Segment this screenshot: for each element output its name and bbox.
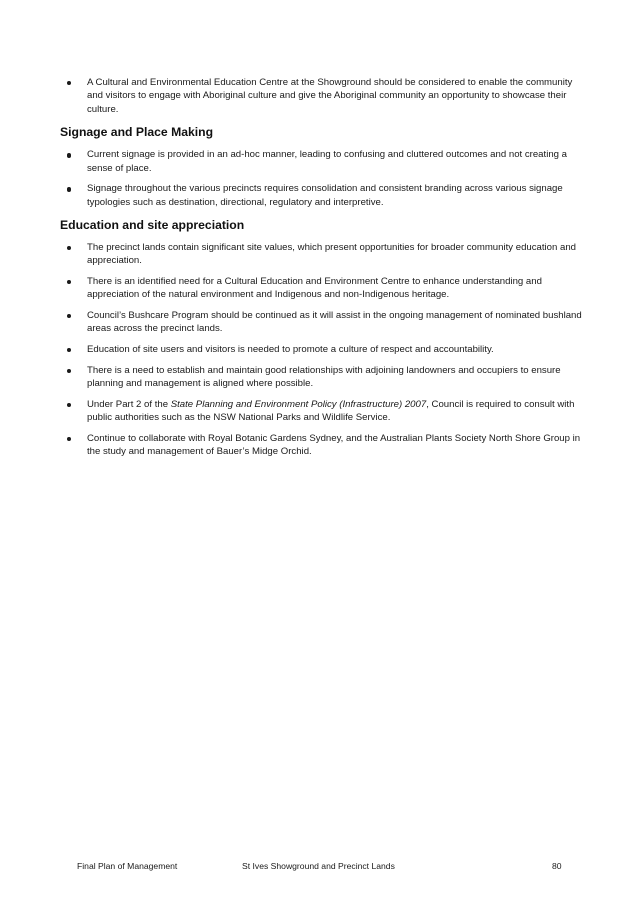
list-item bbox=[60, 343, 582, 356]
list-item bbox=[60, 241, 582, 268]
signage-bullet-list bbox=[60, 148, 582, 209]
bullet-text: Signage throughout the various precincts requires consolidation and consistent branding across various signage typologies such as destination, directional, regulatory and interpretive. bbox=[87, 183, 563, 208]
page-number: 80 bbox=[552, 861, 562, 871]
bullet-icon bbox=[67, 187, 71, 191]
bullet-text: A Cultural and Environmental Education Centre at the Showground should be considered to enable the community and visitors to engage with Aboriginal culture and give the Aboriginal community an opportunity to showcase their culture. bbox=[87, 77, 573, 115]
footer-document-title: Final Plan of Management bbox=[77, 861, 178, 871]
bullet-icon bbox=[67, 403, 71, 407]
bullet-icon bbox=[67, 280, 71, 284]
bullet-icon bbox=[67, 246, 71, 250]
section-heading-education: Education and site appreciation bbox=[60, 218, 245, 233]
page-content bbox=[60, 76, 582, 466]
list-item bbox=[60, 398, 582, 425]
list-item bbox=[60, 432, 582, 459]
list-item bbox=[60, 364, 582, 391]
section-heading-signage: Signage and Place Making bbox=[60, 125, 214, 140]
list-item bbox=[60, 182, 582, 209]
bullet-text: There is an identified need for a Cultural Education and Environment Centre to enhance understanding and appreciation of the natural environment and Indigenous and non-Indigenous heritage. bbox=[87, 276, 542, 301]
education-bullet-list bbox=[60, 241, 582, 458]
bullet-text: The precinct lands contain significant site values, which present opportunities for broader community education and appreciation. bbox=[87, 242, 577, 267]
footer-site-name: St Ives Showground and Precinct Lands bbox=[242, 861, 395, 871]
bullet-text: Education of site users and visitors is needed to promote a culture of respect and accountability. bbox=[87, 344, 494, 356]
bullet-icon bbox=[67, 153, 71, 157]
policy-text-before: Under Part 2 of the bbox=[87, 398, 171, 410]
list-item bbox=[60, 309, 582, 336]
bullet-icon bbox=[67, 81, 71, 85]
policy-title: State Planning and Environment Policy (Infrastructure) 2007 bbox=[170, 398, 427, 410]
bullet-text-policy bbox=[87, 399, 574, 423]
policy-text-after: , Council is required to consult with public authorities such as the NSW National Parks and Wildlife Service. bbox=[87, 398, 575, 424]
list-item bbox=[60, 275, 582, 302]
bullet-text: Council’s Bushcare Program should be continued as it will assist in the ongoing management of nominated bushland areas across the precinct lands. bbox=[87, 310, 582, 335]
bullet-text: There is a need to establish and maintain good relationships with adjoining landowners and occupiers to ensure planning and management is aligned where possible. bbox=[87, 364, 561, 390]
bullet-text: Continue to collaborate with Royal Botanic Gardens Sydney, and the Australian Plants Society North Shore Group in the study and management of Bauer’s Midge Orchid. bbox=[87, 432, 581, 458]
bullet-icon bbox=[67, 437, 71, 441]
list-item bbox=[60, 76, 582, 116]
bullet-text: Current signage is provided in an ad-hoc manner, leading to confusing and cluttered outcomes and not creating a sense of place. bbox=[87, 149, 567, 174]
list-item bbox=[60, 148, 582, 175]
bullet-icon bbox=[67, 348, 71, 352]
bullet-icon bbox=[67, 314, 71, 318]
bullet-icon bbox=[67, 369, 71, 373]
intro-bullet-list bbox=[60, 76, 582, 116]
